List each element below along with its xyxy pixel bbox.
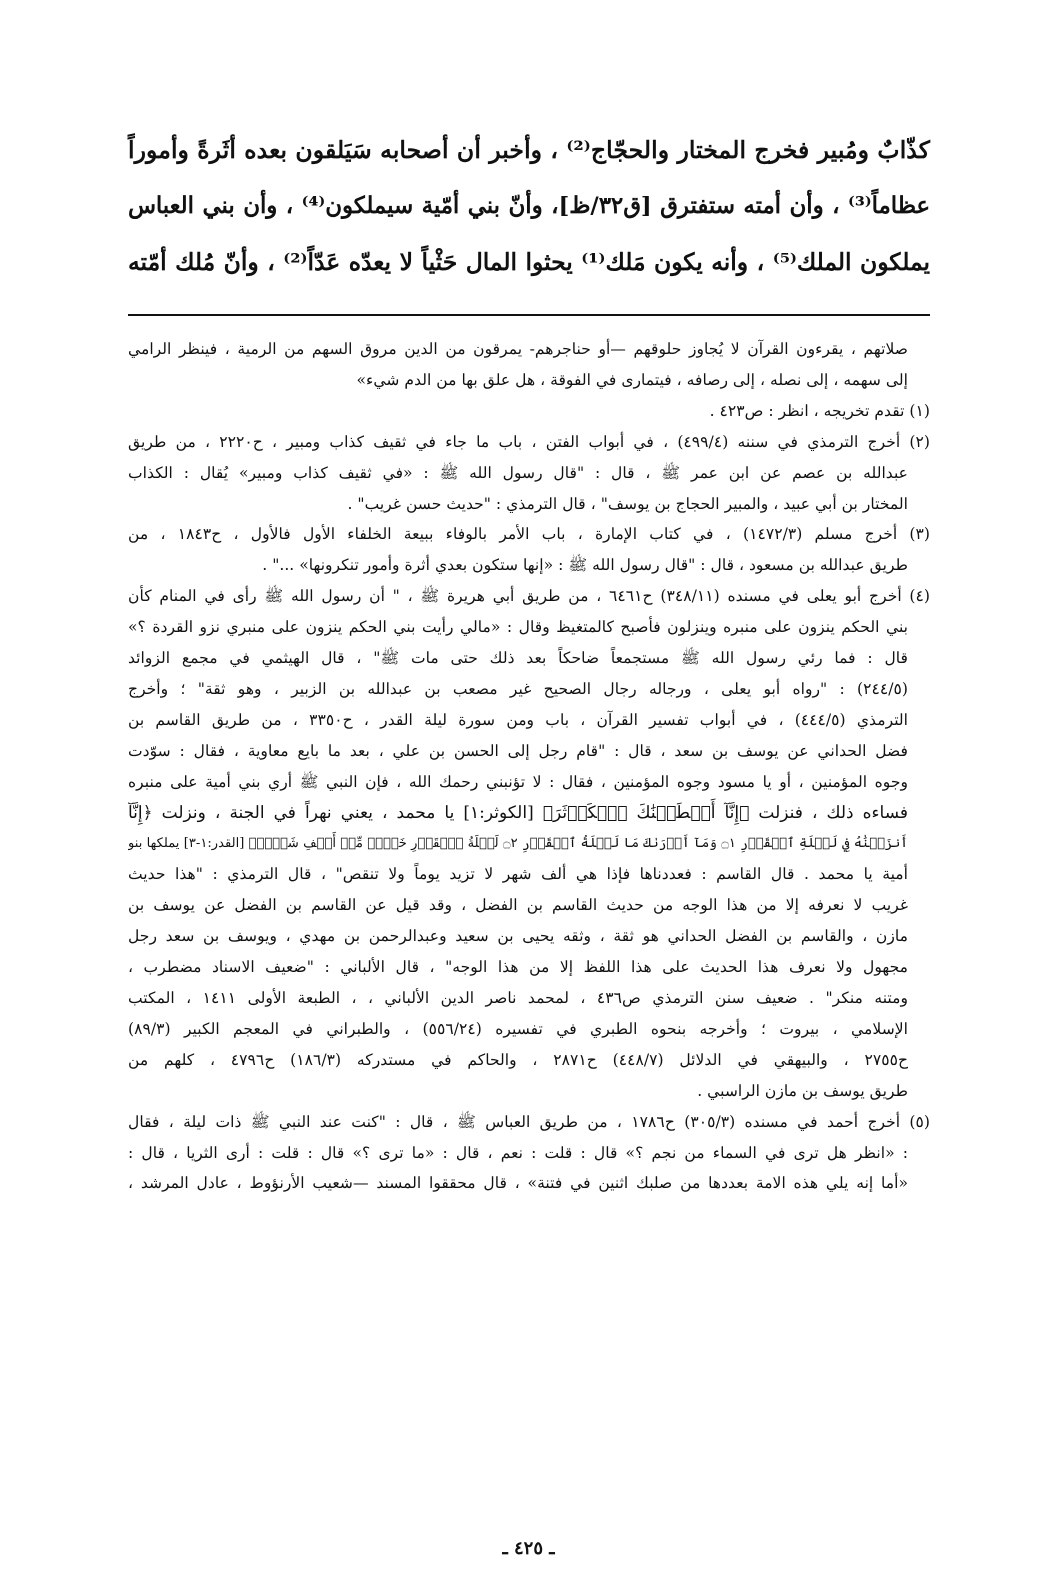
footnote-line: قال : فما رئي رسول الله ﷺ مستجمعاً ضاحكاً بعد ذلك حتى مات ﷺ" ، قال الهيثمي في مجمع الزوائد [128, 649, 908, 668]
main-text-line: يملكون الملك⁽⁵⁾ ، وأنه يكون مَلك⁽¹⁾ يحثوا المال حَثْياً لا يعدّه عَدّاً⁽²⁾ ، وأنّ مُلك أمّته [128, 248, 931, 276]
footnote-line: غريب لا نعرفه إلا من هذا الوجه من حديث القاسم بن الفضل ، وقد قيل عن القاسم بن الفضل عن يوسف بن [128, 896, 908, 915]
footnote-line: بني الحكم ينزون على منبره وينزلون فأصبح كالمتغيظ وقال : «مالي رأيت بني الحكم ينزون على منبري نزو القردة ؟» [128, 618, 908, 637]
footnote-line: (٣) أخرج مسلم (١٤٧٢/٣) ، في كتاب الإمارة ، باب الأمر بالوفاء ببيعة الخلفاء الأول فالأول ، ح١٨٤٣ ، من [128, 525, 930, 544]
footnote-line: ومتنه منكر" . ضعيف سنن الترمذي ص٤٣٦ ، لمحمد ناصر الدين الألباني ، ، الطبعة الأولى ١٤١١ ، المكتب [128, 989, 908, 1008]
main-body-text [128, 122, 930, 290]
footnote-line: (٢) أخرج الترمذي في سننه (٤٩٩/٤) ، في أبواب الفتن ، باب ما جاء في ثقيف كذاب ومبير ، ح٢٢٢٠ ، من طريق [128, 432, 930, 451]
footnote-line: الإسلامي ، بيروت ؛ وأخرجه بنحوه الطبري في تفسيره (٥٥٦/٢٤) ، والطبراني في المعجم الكبير (٨٩/٣) [128, 1019, 908, 1038]
footnote-line: عبدالله بن عصم عن ابن عمر ﷺ ، قال : "قال رسول الله ﷺ : «في ثقيف كذاب ومبير» يُقال : الكذاب [128, 463, 908, 482]
footnotes-section [128, 334, 930, 1199]
footnote-line: مازن ، والقاسم بن الفضل الحداني هو ثقة ، وثقه يحيى بن سعيد وعبدالرحمن بن مهدي ، ويوسف بن سعد رجل [128, 927, 908, 946]
main-text-line: كذّابٌ ومُبير فخرج المختار والحجّاج⁽²⁾ ، وأخبر أن أصحابه سَيَلقون بعده أثَرةً وأموراً [128, 136, 930, 164]
footnote-line: فضل الحداني عن يوسف بن سعد ، قال : "قام رجل إلى الحسن بن علي ، بعد ما بايع معاوية ، فقال : سوّدت [128, 741, 908, 760]
footnote-line: طريق يوسف بن مازن الراسبي . [697, 1081, 908, 1100]
footnote-line: أَنزَلۡنَٰهُ فِي لَيۡلَةِ ٱلۡقَدۡرِ ۝١ وَمَآ أَدۡرَىٰكَ مَا لَيۡلَةُ ٱلۡقَدۡرِ ۝٢ لَيۡلَةُ ٱلۡقَدۡرِ خَيۡرٞ مِّنۡ أَلۡفِ شَهۡرٖ﴾ [القدر:١-٣] يملكها بنو [128, 835, 908, 851]
footnote-line: (٥) أخرج أحمد في مسنده (٣٠٥/٣) ح١٧٨٦ ، من طريق العباس ﷺ ، قال : "كنت عند النبي ﷺ ذات ليلة ، فقال [128, 1112, 930, 1131]
footnote-line: الترمذي (٤٤٤/٥) ، في أبواب تفسير القرآن ، باب ومن سورة ليلة القدر ، ح٣٣٥٠ ، من طريق القاسم بن [128, 710, 908, 729]
footnote-separator [128, 314, 930, 316]
footnote-line: «أما إنه يلي هذه الامة بعددها من صلبك اثنين في فتنة» ، قال محققوا المسند —شعيب الأرنؤوط ، عادل المرشد ، [128, 1174, 908, 1193]
footnote-line: ح٢٧٥٥ ، والبيهقي في الدلائل (٤٤٨/٧) ح٢٨٧١ ، والحاكم في مستدركه (١٨٦/٣) ح٤٧٩٦ ، كلهم من [128, 1050, 909, 1069]
footnote-line: أمية يا محمد . قال القاسم : فعددناها فإذا هي ألف شهر لا تزيد يوماً ولا تنقص" ، قال الترمذي : "هذا حديث [128, 865, 908, 884]
footnote-line: (٤) أخرج أبو يعلى في مسنده (٣٤٨/١١) ح٦٤٦١ ، من طريق أبي هريرة ﷺ ، " أن رسول الله ﷺ رأى في المنام كأن [128, 587, 930, 606]
footnote-line: إلى سهمه ، إلى نصله ، إلى رصافه ، فيتمارى في الفوقة ، هل علق بها من الدم شيء» [356, 370, 908, 389]
footnote-line: فساءه ذلك ، فنزلت ﴿إِنَّآ أَعۡطَيۡنَٰكَ ٱلۡكَوۡثَرَ﴾ [الكوثر:١] يا محمد ، يعني نهراً في الجنة ، ونزلت ﴿إِنَّآ [128, 802, 909, 823]
footnote-line: صلاتهم ، يقرءون القرآن لا يُجاوز حلوقهم —أو حناجرهم- يمرقون من الدين مروق السهم من الرمية ، فينظر الرامي [128, 340, 908, 358]
footnote-line: وجوه المؤمنين ، أو يا مسود وجوه المؤمنين ، فقال : لا تؤنبني رحمك الله ، فإن النبي ﷺ أري بني أمية على منبره [128, 772, 908, 791]
footnote-line: (٢٤٤/٥) : "رواه أبو يعلى ، ورجاله رجال الصحيح غير مصعب بن عبدالله بن الزبير ، وهو ثقة" ؛ وأخرج [128, 679, 908, 698]
footnote-line: طريق عبدالله بن مسعود ، قال : "قال رسول الله ﷺ : «إنها ستكون بعدي أثرة وأمور تنكرونها» ..." . [262, 556, 908, 575]
footnote-line: : «انظر هل ترى في السماء من نجم ؟» قال : قلت : نعم ، قال : «ما ترى ؟» قال : قلت : أرى الثريا ، قال : [128, 1143, 908, 1162]
main-text-line: عظاماً⁽³⁾ ، وأن أمته ستفترق [ق٣٢/ظ]، وأنّ بني أمّية سيملكون⁽⁴⁾ ، وأن بني العباس [128, 193, 931, 219]
footnote-line: (١) تقدم تخريجه ، انظر : ص٤٢٣ . [709, 401, 930, 420]
page-number: ـ ٤٢٥ ـ [502, 1538, 555, 1559]
footnote-line: المختار بن أبي عبيد ، والمبير الحجاج بن يوسف" ، قال الترمذي : "حديث حسن غريب" . [347, 494, 908, 513]
footnote-line: مجهول ولا نعرف هذا الحديث على هذا اللفظ إلا من هذا الوجه" ، قال الألباني : "ضعيف الاسناد مضطرب ، [128, 958, 908, 977]
